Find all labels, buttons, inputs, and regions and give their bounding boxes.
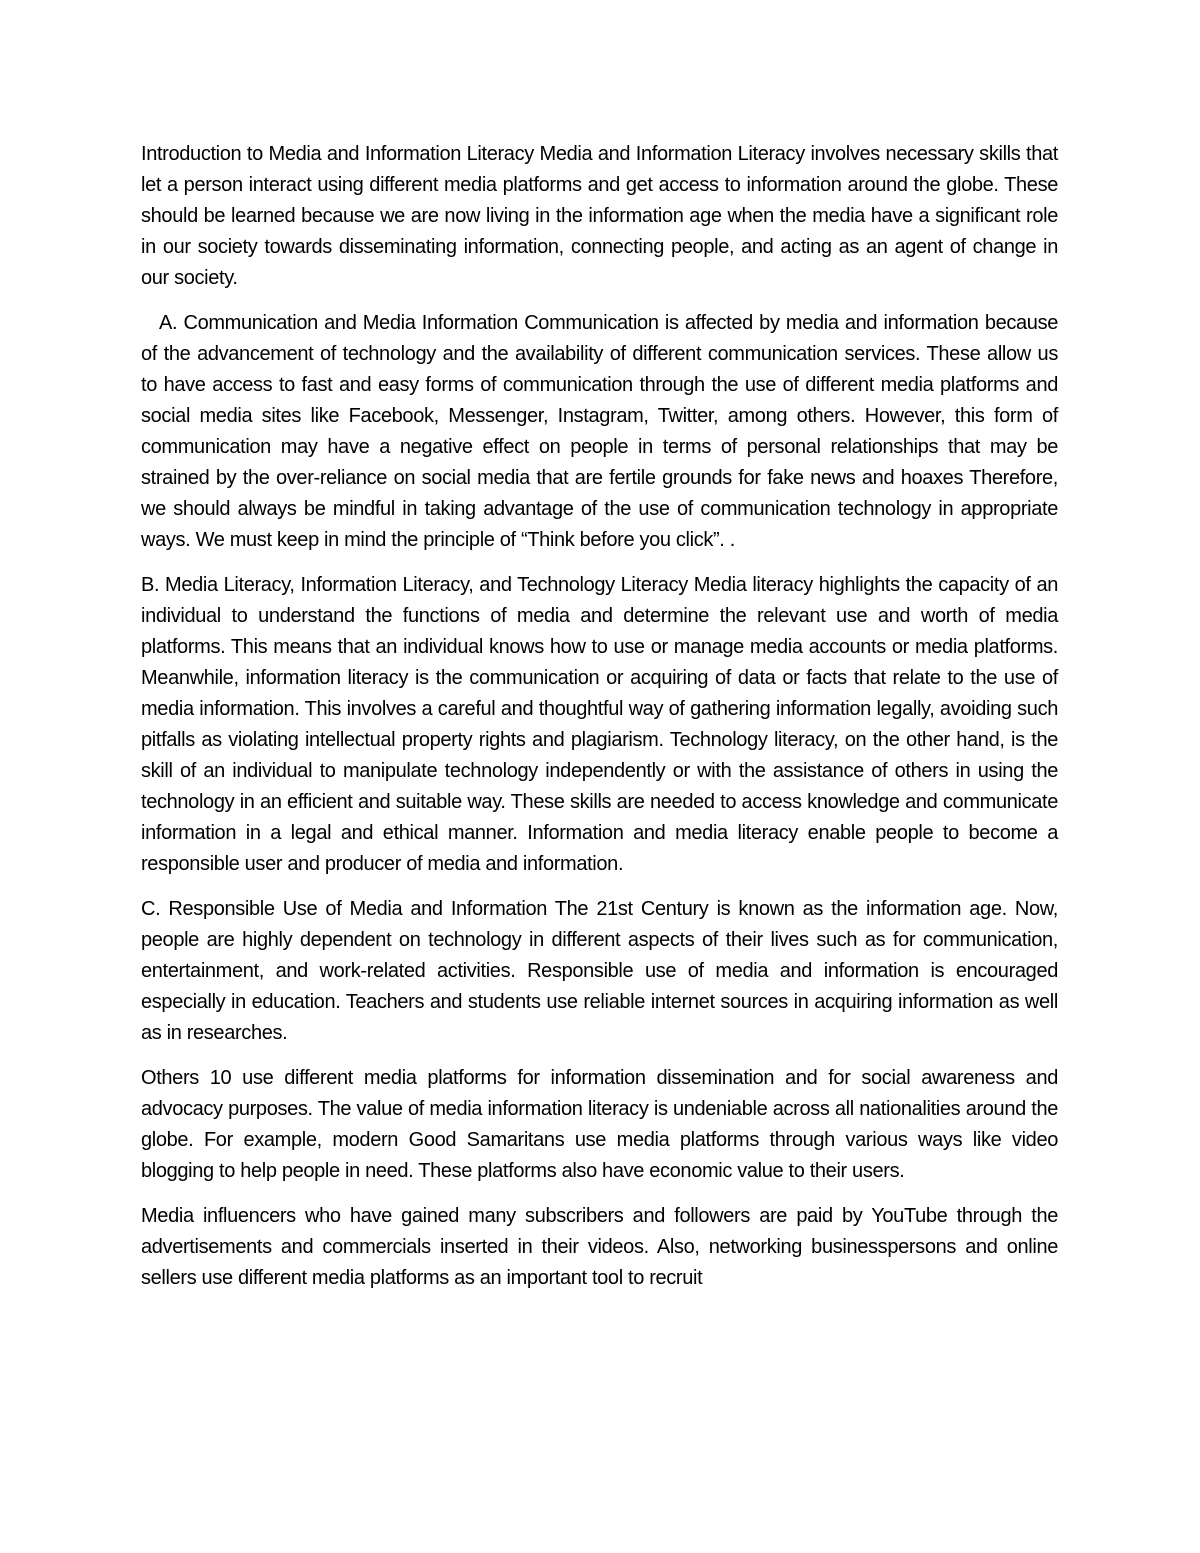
paragraph-others: Others 10 use different media platforms for information dissemination and for social awareness and advocacy purposes. The value of media information literacy is undeniable across all nationalities around the globe. For example, modern Good Samaritans use media platforms through various ways like video blogging to help people in need. These platforms also have economic value to their users. [141, 1067, 1058, 1182]
paragraph-media-influencers: Media influencers who have gained many subscribers and followers are paid by YouTube through the advertisements and commercials inserted in their videos. Also, networking businesspersons and online sellers use different media platforms as an important tool to recruit [141, 1205, 1058, 1289]
paragraph-responsible-use: C. Responsible Use of Media and Information The 21st Century is known as the information age. Now, people are highly dependent on technology in different aspects of their lives such as for communication, entertainment, and work-related activities. Responsible use of media and information is encouraged especially in education. Teachers and students use reliable internet sources in acquiring information as well as in researches. [141, 898, 1058, 1044]
paragraph-literacy-types: B. Media Literacy, Information Literacy, and Technology Literacy Media literacy highlights the capacity of an individual to understand the functions of media and determine the relevant use and worth of media platforms. This means that an individual knows how to use or manage media accounts or media platforms. Meanwhile, information literacy is the communication or acquiring of data or facts that relate to the use of media information. This involves a careful and thoughtful way of gathering information legally, avoiding such pitfalls as violating intellectual property rights and plagiarism. Technology literacy, on the other hand, is the skill of an individual to manipulate technology independently or with the assistance of others in using the technology in an efficient and suitable way. These skills are needed to access knowledge and communicate information in a legal and ethical manner. Information and media literacy enable people to become a responsible user and producer of media and information. [141, 574, 1058, 875]
paragraph-communication: A. Communication and Media Information Communication is affected by media and information because of the advancement of technology and the availability of different communication services. These allow us to have access to fast and easy forms of communication through the use of different media platforms and social media sites like Facebook, Messenger, Instagram, Twitter, among others. However, this form of communication may have a negative effect on people in terms of personal relationships that may be strained by the over-reliance on social media that are fertile grounds for fake news and hoaxes Therefore, we should always be mindful in taking advantage of the use of communication technology in appropriate ways. We must keep in mind the principle of “Think before you click”. . [141, 312, 1058, 551]
body-text [141, 139, 1058, 1308]
paragraph-introduction: Introduction to Media and Information Literacy Media and Information Literacy involves necessary skills that let a person interact using different media platforms and get access to information around the globe. These should be learned because we are now living in the information age when the media have a significant role in our society towards disseminating information, connecting people, and acting as an agent of change in our society. [141, 143, 1058, 289]
